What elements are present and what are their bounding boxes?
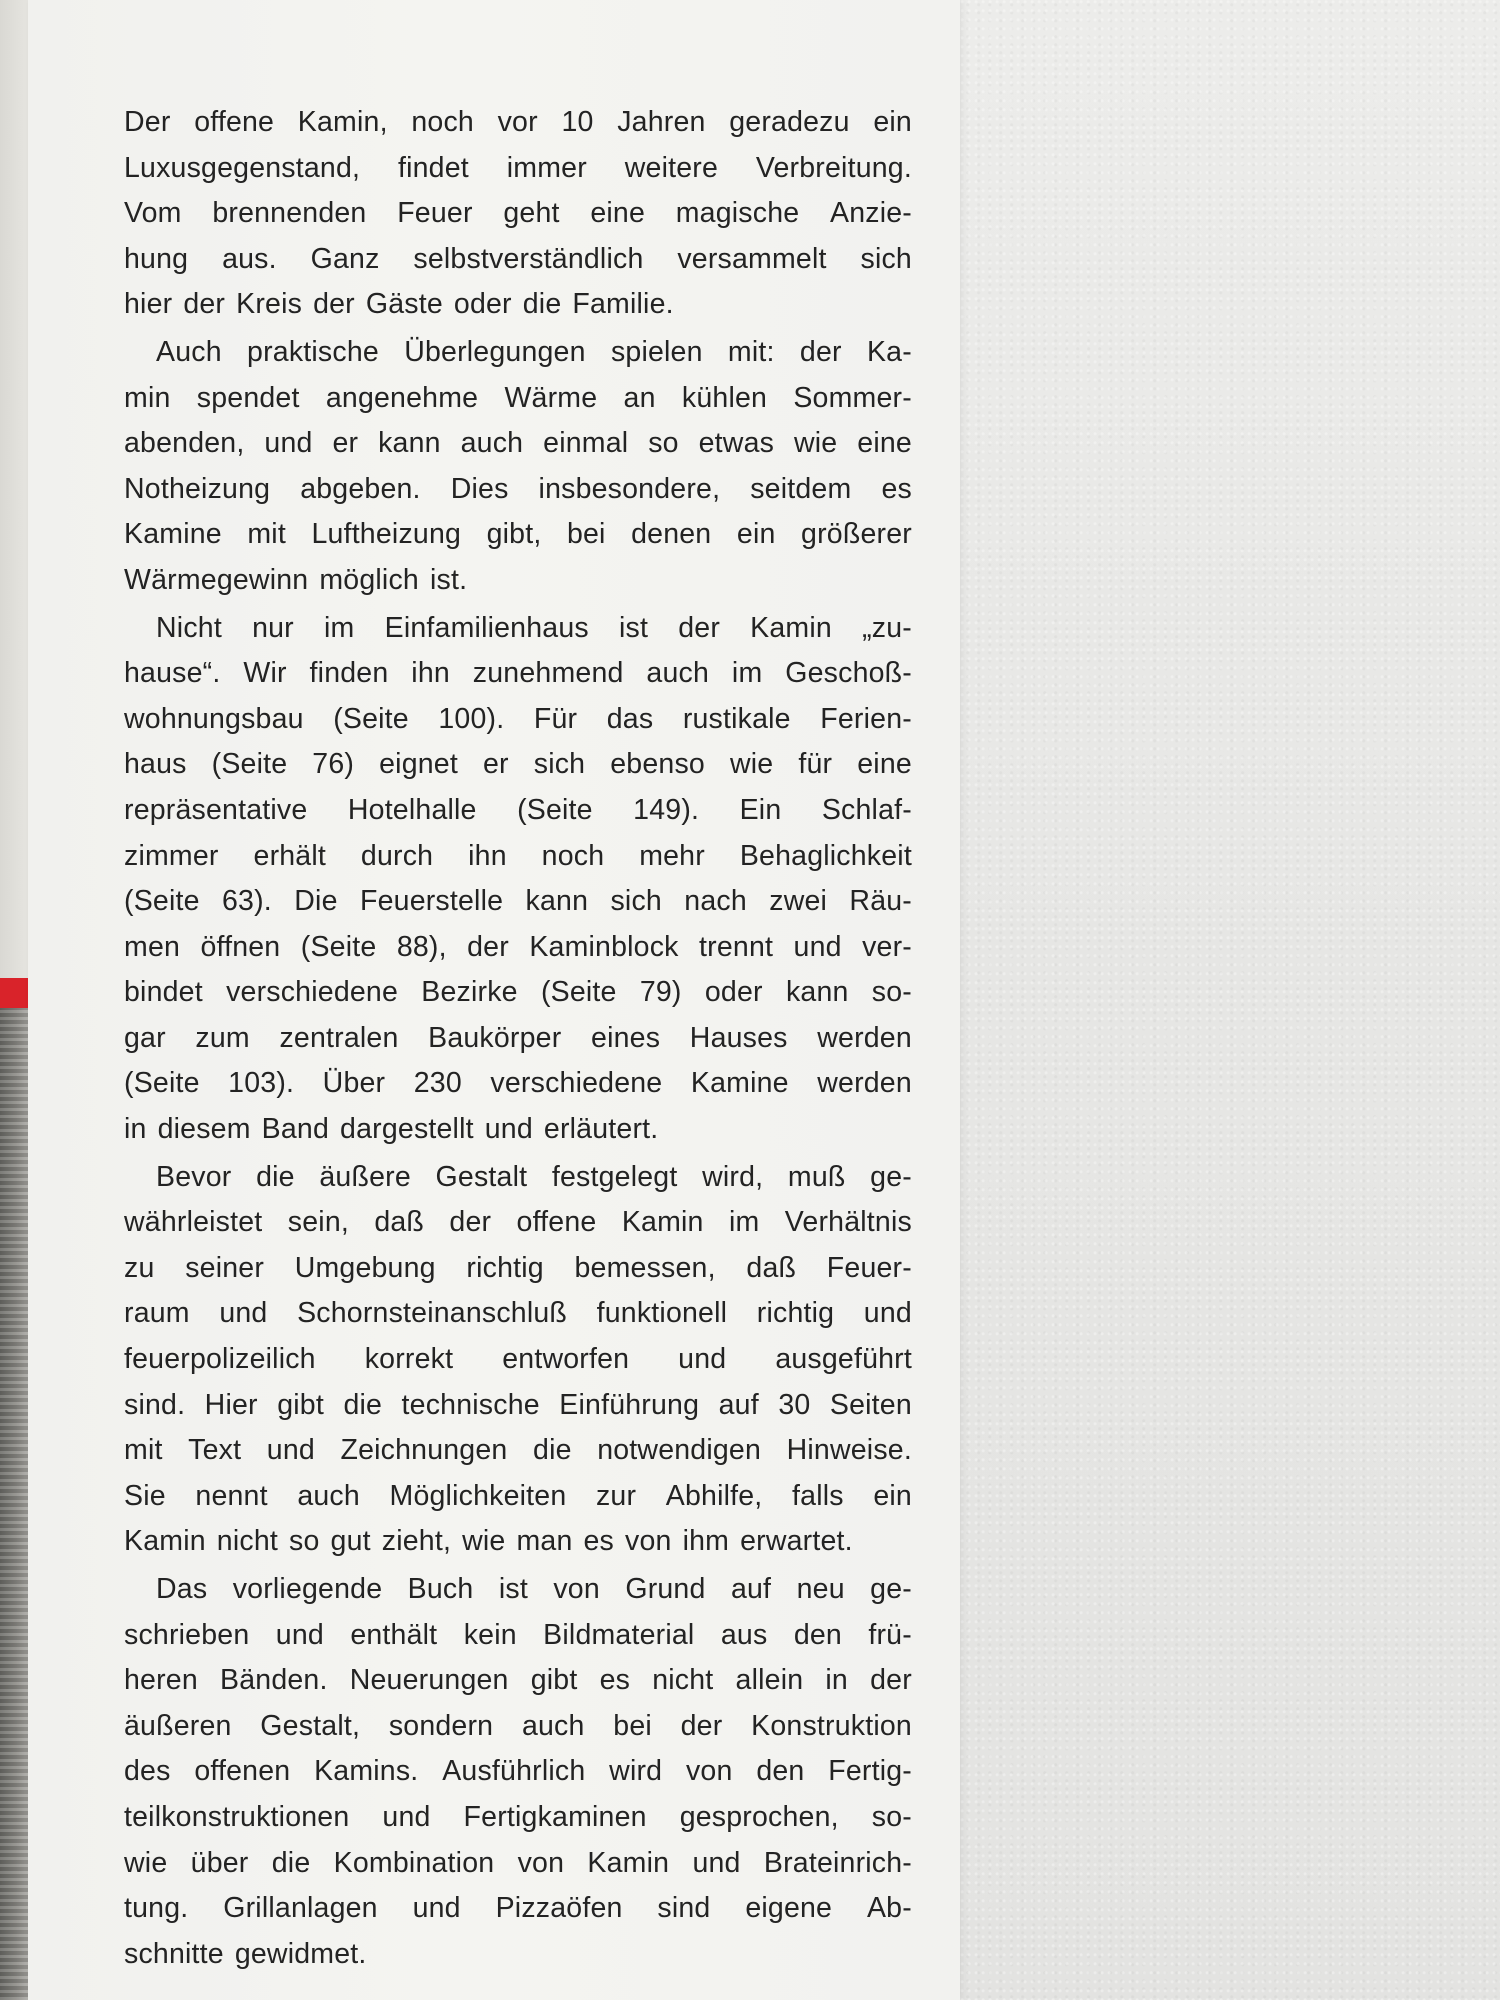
text-line: (Seite 103). Über 230 verschiedene Kamine werden [124, 1067, 912, 1100]
text-line: Vom brennenden Feuer geht eine magische Anzie- [124, 197, 912, 230]
printed-page [28, 0, 960, 2000]
text-line: sind. Hier gibt die technische Einführung auf 30 Seiten [124, 1388, 912, 1421]
text-line: min spendet angenehme Wärme an kühlen Sommer- [124, 381, 912, 414]
text-line: hier der Kreis der Gäste oder die Familie. [124, 288, 674, 321]
text-line: Wärmegewinn möglich ist. [124, 563, 468, 596]
text-line: gar zum zentralen Baukörper eines Hauses werden [124, 1021, 912, 1054]
facing-page [960, 0, 1500, 2000]
text-line: äußeren Gestalt, sondern auch bei der Konstruktion [124, 1709, 912, 1742]
paragraph [124, 606, 912, 1153]
text-line: Notheizung abgeben. Dies insbesondere, seitdem es [124, 472, 912, 505]
text-line: wohnungsbau (Seite 100). Für das rustikale Ferien- [124, 702, 912, 735]
text-line: repräsentative Hotelhalle (Seite 149). Ein Schlaf- [124, 793, 912, 826]
text-line: (Seite 63). Die Feuerstelle kann sich nach zwei Räu- [124, 885, 912, 918]
text-line: men öffnen (Seite 88), der Kaminblock trennt und ver- [124, 930, 912, 963]
cover-edge-photo [0, 1008, 28, 2000]
text-line: bindet verschiedene Bezirke (Seite 79) oder kann so- [124, 976, 912, 1009]
text-line: wie über die Kombination von Kamin und Brateinrich- [124, 1846, 912, 1879]
text-line: zu seiner Umgebung richtig bemessen, daß Feuer- [124, 1251, 912, 1284]
text-line: Der offene Kamin, noch vor 10 Jahren geradezu ein [124, 106, 912, 138]
text-line: schnitte gewidmet. [124, 1937, 367, 1970]
text-line: Sie nennt auch Möglichkeiten zur Abhilfe, falls ein [124, 1479, 912, 1512]
text-line: feuerpolizeilich korrekt entworfen und ausgeführt [124, 1343, 912, 1376]
text-line: Kamin nicht so gut zieht, wie man es von ihm erwartet. [124, 1525, 853, 1558]
text-line: tung. Grillanlagen und Pizzaöfen sind eigene Ab- [124, 1892, 912, 1925]
text-line: Das vorliegende Buch ist von Grund auf neu ge- [156, 1573, 912, 1605]
text-line: schrieben und enthält kein Bildmaterial aus den frü- [124, 1618, 912, 1651]
text-line: haus (Seite 76) eignet er sich ebenso wie für eine [124, 748, 912, 781]
text-line: des offenen Kamins. Ausführlich wird von den Fertig- [124, 1755, 912, 1788]
text-line: Bevor die äußere Gestalt festgelegt wird, muß ge- [156, 1160, 912, 1193]
text-line: Nicht nur im Einfamilienhaus ist der Kamin „zu- [156, 611, 912, 644]
text-line: hung aus. Ganz selbstverständlich versammelt sich [124, 242, 912, 275]
paragraph [124, 1567, 912, 1977]
text-line: raum und Schornsteinanschluß funktionell richtig und [124, 1297, 912, 1330]
text-line: heren Bänden. Neuerungen gibt es nicht allein in der [124, 1664, 912, 1697]
text-line: zimmer erhält durch ihn noch mehr Behaglichkeit [124, 839, 912, 872]
body-text [124, 100, 912, 1979]
text-line: in diesem Band dargestellt und erläutert. [124, 1113, 659, 1146]
cover-red-tab [0, 978, 28, 1008]
text-line: mit Text und Zeichnungen die notwendigen Hinweise. [124, 1434, 912, 1467]
paragraph [124, 100, 912, 328]
text-line: abenden, und er kann auch einmal so etwas wie eine [124, 427, 912, 460]
text-line: Luxusgegenstand, findet immer weitere Verbreitung. [124, 151, 912, 184]
text-line: Auch praktische Überlegungen spielen mit: der Ka- [156, 335, 912, 368]
text-line: teilkonstruktionen und Fertigkaminen gesprochen, so- [124, 1800, 912, 1833]
text-line: währleistet sein, daß der offene Kamin im Verhältnis [124, 1206, 912, 1239]
paragraph [124, 1155, 912, 1565]
paragraph [124, 330, 912, 604]
text-line: hause“. Wir finden ihn zunehmend auch im Geschoß- [124, 657, 912, 690]
text-line: Kamine mit Luftheizung gibt, bei denen ein größerer [124, 518, 912, 551]
